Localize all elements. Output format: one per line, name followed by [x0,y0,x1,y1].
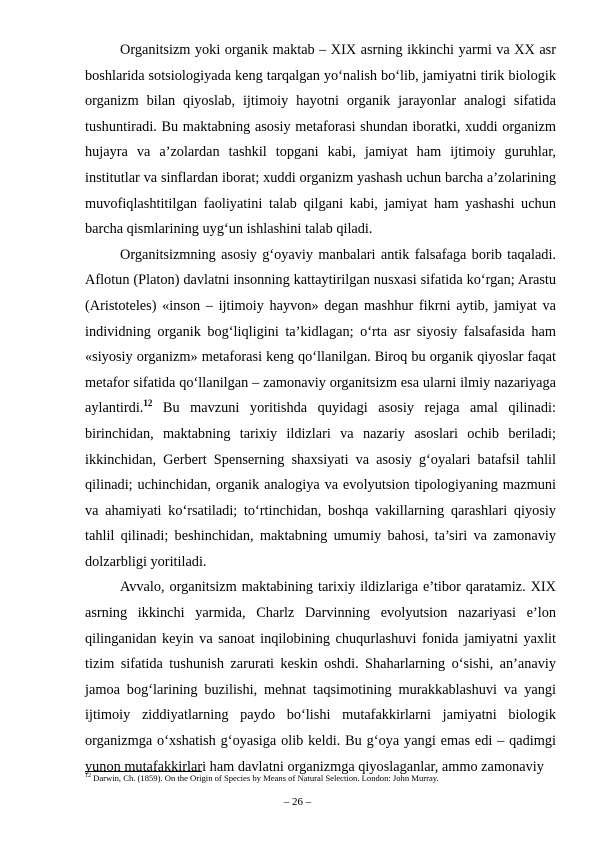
page-number: – 26 – [283,796,312,808]
footnote-reference[interactable]: 12 [143,398,153,409]
paragraph-2 [85,243,556,576]
footnote-separator [85,771,202,772]
page-body [85,38,556,780]
paragraph-1: Organitsizm yoki organik maktab – XIX asrning ikkinchi yarmi va XX asr boshlarida sotsiologiyada keng tarqalgan yo‘nalish bo‘lib, jamiyatni tirik biologik organizm bilan qiyoslab, ijtimoiy hayotni organik jarayonlar analogi sifatida tushuntiradi. Bu maktabning asosiy metaforasi shundan iboratki, xuddi organizm hujayra va a’zolardan tashkil topgani kabi, jamiyat ham ijtimoiy guruhlar, institutlar va sinflardan iborat; xuddi organizm yashash uchun barcha a’zolarining muvofiqlashtitilgan faoliyatini talab qilgani kabi, jamiyat ham yashashi uchun barcha qismlarining uyg‘un ishlashini talab qiladi. [85,42,556,238]
paragraph-2-text-after-ref: Bu mavzuni yoritishda quyidagi asosiy rejaga amal qilinadi: birinchidan, maktabning tarixiy ildizlari va nazariy asoslari ochib beriladi; ikkinchidan, Gerbert Spenserning shaxsiyati va asosiy g‘oyalari batafsil tahlil qilinadi; uchinchidan, organik analogiya va evolyutsion tipologiyaning mazmuni va ahamiyati ko‘rsatiladi; to‘rtinchidan, boshqa vakillarning qarashlari qiyosiy tahlil qilinadi; beshinchidan, maktabning umumiy bahosi, ta’siri va zamonaviy dolzarbligi yoritiladi. [85,400,556,570]
footnote-text: Darwin, Ch. (1859). On the Origin of Species by Means of Natural Selection. London: John Murray. [91,773,439,783]
footnote [85,773,556,784]
paragraph-3: Avvalo, organitsizm maktabining tarixiy ildizlariga e’tibor qaratamiz. XIX asrning ikkinchi yarmida, Charlz Darvinning evolyutsion nazariyasi e’lon qilinganidan keyin va sanoat inqilobining chuqurlashuvi fonida jamiyatni yaxlit tizim sifatida tushunish zarurati keskin oshdi. Shaharlarning o‘sishi, an’anaviy jamoa bog‘larining buzilishi, mehnat taqsimotining murakkablashuvi va yangi ijtimoiy ziddiyatlarning paydo bo‘lishi mutafakkirlarni jamiyatni biologik organizmga o‘xshatish g‘oyasiga olib keldi. Bu g‘oya yangi emas edi – qadimgi yunon mutafakkirlari ham davlatni organizmga qiyoslaganlar, ammo zamonaviy [85,579,556,775]
footnote-number: 12 [85,773,91,780]
paragraph-2-text-before-ref: Organitsizmning asosiy g‘oyaviy manbalari antik falsafaga borib taqaladi. Aflotun (Platon) davlatni insonning kattaytirilgan nusxasi sifatida ko‘rgan; Arastu (Aristoteles) «inson – ijtimoiy hayvon» degan mashhur fikrni aytib, jamiyat va individning organik bog‘liqligini ta’kidlagan; o‘rta asr siyosiy falsafasida ham «siyosiy organizm» metaforasi keng qo‘llanilgan. Biroq bu organik qiyoslar faqat metafor sifatida qo‘llanilgan – zamonaviy organitsizm esa ularni ilmiy nazariyaga aylantirdi. [85,246,556,417]
